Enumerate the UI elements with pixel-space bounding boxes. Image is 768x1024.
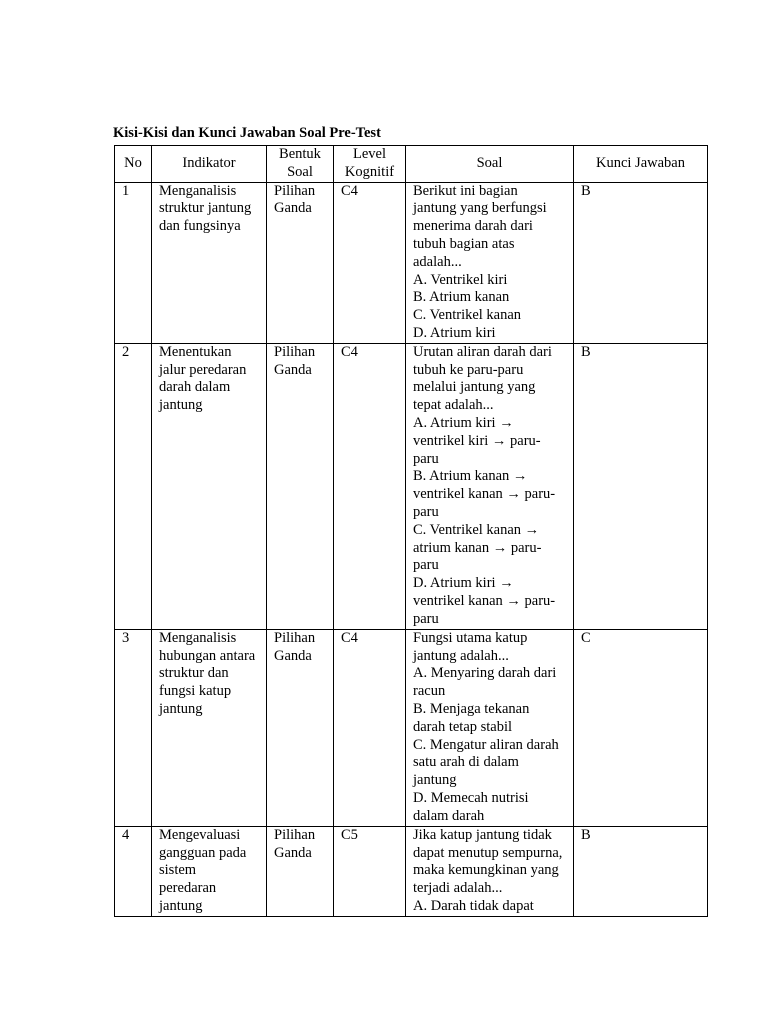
cell-soal-line: adalah... bbox=[413, 253, 462, 270]
cell-no: 3 bbox=[115, 629, 152, 826]
cell-soal-line: Jika katup jantung tidak bbox=[413, 826, 552, 843]
cell-soal-line: jantung yang berfungsi bbox=[413, 200, 547, 217]
cell-bentuk-soal bbox=[267, 343, 334, 629]
cell-indikator-line: fungsi katup bbox=[159, 683, 232, 700]
cell-no: 2 bbox=[115, 343, 152, 629]
cell-indikator-line: peredaran bbox=[159, 880, 217, 897]
cell-level-kognitif: C4 bbox=[334, 629, 406, 826]
cell-level-kognitif: C5 bbox=[334, 826, 406, 916]
header-bentuk-soal: Bentuk Soal bbox=[267, 146, 334, 183]
cell-soal bbox=[406, 826, 574, 916]
cell-soal-line: D. Atrium kiri bbox=[413, 324, 496, 341]
cell-bentuk-soal-line: Ganda bbox=[274, 200, 312, 217]
cell-indikator-line: jantung bbox=[159, 897, 203, 914]
cell-indikator-line: darah dalam bbox=[159, 379, 231, 396]
cell-bentuk-soal-line: Pilihan bbox=[274, 182, 316, 199]
cell-soal-line: ventrikel kiri → paru- bbox=[413, 432, 541, 449]
cell-soal-line: jantung bbox=[413, 772, 457, 789]
cell-bentuk-soal-line: Ganda bbox=[274, 647, 312, 664]
cell-soal-line: tubuh ke paru-paru bbox=[413, 361, 524, 378]
cell-soal-line: B. Atrium kanan bbox=[413, 289, 510, 306]
header-soal: Soal bbox=[406, 146, 574, 183]
cell-soal-line: Urutan aliran darah dari bbox=[413, 343, 552, 360]
cell-soal-line: paru bbox=[413, 450, 439, 467]
cell-soal-line: menerima darah dari bbox=[413, 218, 533, 235]
cell-indikator-line: struktur jantung bbox=[159, 200, 252, 217]
cell-bentuk-soal-line: Ganda bbox=[274, 361, 312, 378]
cell-soal-line: terjadi adalah... bbox=[413, 880, 503, 897]
cell-soal-line: tepat adalah... bbox=[413, 397, 494, 414]
cell-soal-line: paru bbox=[413, 610, 439, 627]
cell-soal-line: A. Ventrikel kiri bbox=[413, 271, 508, 288]
cell-indikator-line: Menentukan bbox=[159, 343, 232, 360]
cell-soal-line: B. Atrium kanan → bbox=[413, 468, 528, 485]
document-title: Kisi-Kisi dan Kunci Jawaban Soal Pre-Test bbox=[113, 125, 381, 141]
cell-soal-line: D. Memecah nutrisi bbox=[413, 789, 529, 806]
table-row bbox=[115, 826, 708, 916]
cell-bentuk-soal bbox=[267, 826, 334, 916]
cell-bentuk-soal bbox=[267, 629, 334, 826]
cell-bentuk-soal bbox=[267, 182, 334, 343]
cell-level-kognitif: C4 bbox=[334, 182, 406, 343]
table-header-row bbox=[115, 146, 708, 183]
cell-soal-line: atrium kanan → paru- bbox=[413, 539, 542, 556]
cell-kunci-jawaban: C bbox=[574, 629, 708, 826]
cell-soal-line: melalui jantung yang bbox=[413, 379, 536, 396]
cell-soal-line: C. Ventrikel kanan bbox=[413, 307, 522, 324]
cell-indikator-line: Menganalisis bbox=[159, 182, 237, 199]
cell-indikator-line: dan fungsinya bbox=[159, 218, 241, 235]
cell-kunci-jawaban: B bbox=[574, 182, 708, 343]
cell-indikator-line: Menganalisis bbox=[159, 629, 237, 646]
header-level-kognitif: Level Kognitif bbox=[334, 146, 406, 183]
cell-indikator bbox=[152, 343, 267, 629]
cell-soal-line: dapat menutup sempurna, bbox=[413, 844, 563, 861]
cell-soal-line: D. Atrium kiri → bbox=[413, 575, 514, 592]
cell-indikator-line: hubungan antara bbox=[159, 647, 256, 664]
cell-soal-line: dalam darah bbox=[413, 807, 485, 824]
header-indikator: Indikator bbox=[152, 146, 267, 183]
kisi-kisi-table bbox=[114, 145, 708, 917]
cell-soal-line: satu arah di dalam bbox=[413, 754, 519, 771]
cell-bentuk-soal-line: Ganda bbox=[274, 844, 312, 861]
cell-soal-line: darah tetap stabil bbox=[413, 718, 513, 735]
table-row bbox=[115, 343, 708, 629]
cell-soal-line: paru bbox=[413, 503, 439, 520]
cell-soal-line: jantung adalah... bbox=[413, 647, 509, 664]
cell-soal bbox=[406, 629, 574, 826]
cell-indikator bbox=[152, 826, 267, 916]
cell-soal-line: maka kemungkinan yang bbox=[413, 862, 559, 879]
cell-soal-line: A. Menyaring darah dari bbox=[413, 665, 557, 682]
cell-level-kognitif: C4 bbox=[334, 343, 406, 629]
header-kunci-jawaban: Kunci Jawaban bbox=[574, 146, 708, 183]
cell-soal-line: Berikut ini bagian bbox=[413, 182, 518, 199]
cell-soal bbox=[406, 343, 574, 629]
cell-indikator-line: jantung bbox=[159, 700, 203, 717]
cell-soal-line: A. Atrium kiri → bbox=[413, 414, 514, 431]
cell-indikator-line: jantung bbox=[159, 397, 203, 414]
cell-indikator-line: jalur peredaran bbox=[159, 361, 247, 378]
cell-soal-line: B. Menjaga tekanan bbox=[413, 700, 530, 717]
cell-soal bbox=[406, 182, 574, 343]
cell-soal-line: ventrikel kanan → paru- bbox=[413, 486, 556, 503]
cell-bentuk-soal-line: Pilihan bbox=[274, 826, 316, 843]
cell-soal-line: tubuh bagian atas bbox=[413, 235, 515, 252]
cell-bentuk-soal-line: Pilihan bbox=[274, 343, 316, 360]
cell-soal-line: racun bbox=[413, 683, 446, 700]
cell-kunci-jawaban: B bbox=[574, 343, 708, 629]
cell-soal-line: A. Darah tidak dapat bbox=[413, 897, 534, 914]
cell-no: 4 bbox=[115, 826, 152, 916]
cell-indikator-line: struktur dan bbox=[159, 665, 229, 682]
cell-soal-line: Fungsi utama katup bbox=[413, 629, 528, 646]
cell-kunci-jawaban: B bbox=[574, 826, 708, 916]
table-row bbox=[115, 629, 708, 826]
table-row bbox=[115, 182, 708, 343]
cell-soal-line: ventrikel kanan → paru- bbox=[413, 592, 556, 609]
cell-indikator-line: Mengevaluasi bbox=[159, 826, 241, 843]
cell-indikator bbox=[152, 629, 267, 826]
cell-indikator-line: sistem bbox=[159, 862, 197, 879]
cell-bentuk-soal-line: Pilihan bbox=[274, 629, 316, 646]
cell-soal-line: C. Ventrikel kanan → bbox=[413, 521, 540, 538]
cell-indikator bbox=[152, 182, 267, 343]
header-no: No bbox=[115, 146, 152, 183]
cell-indikator-line: gangguan pada bbox=[159, 844, 247, 861]
cell-soal-line: C. Mengatur aliran darah bbox=[413, 736, 559, 753]
cell-soal-line: paru bbox=[413, 557, 439, 574]
cell-no: 1 bbox=[115, 182, 152, 343]
